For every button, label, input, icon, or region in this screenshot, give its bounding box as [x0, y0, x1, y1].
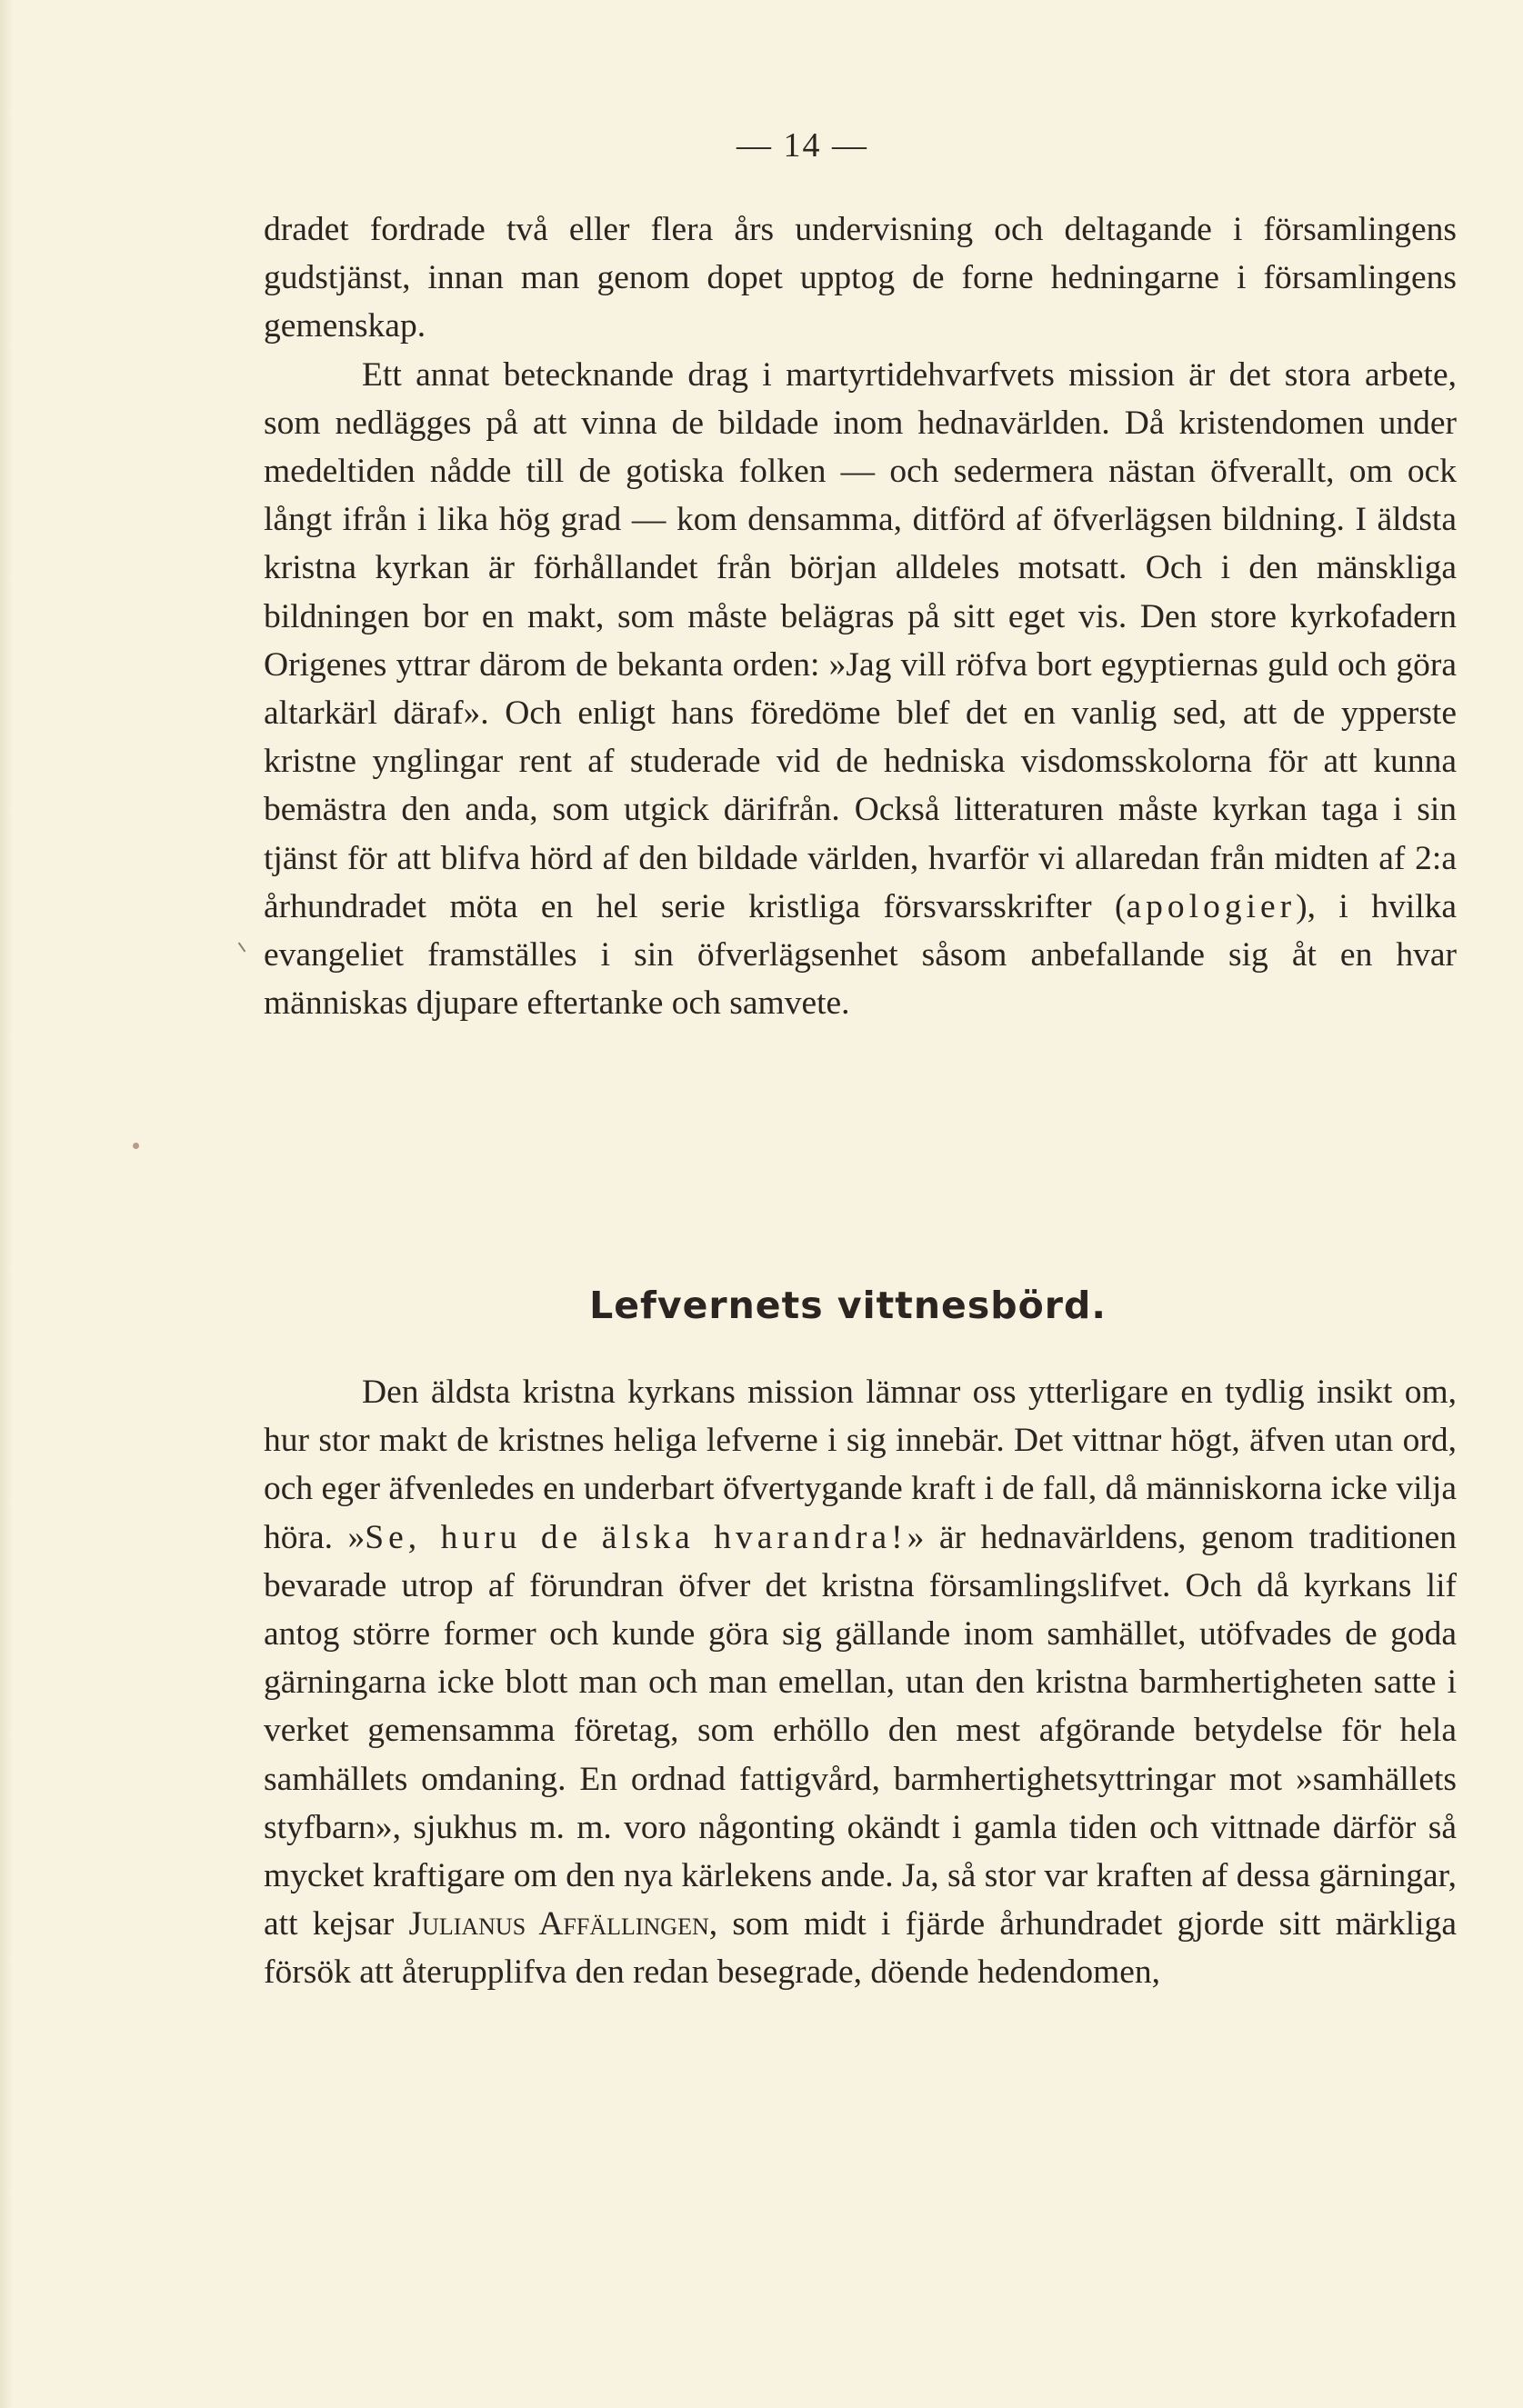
section-2-text — [264, 1368, 1457, 1997]
paragraph-text: Ett annat betecknande drag i martyrtidehvarfvets mission är det stora arbete, som nedlägges på att vinna de bildade inom hednavärlden. Då kristendomen under medeltiden nådde till de gotiska folken — och sedermera nästan öfverallt, om ock långt ifrån i lika hög grad — kom densamma, ditförd af öfverlägsen bildning. I äldsta kristna kyrkan är förhållandet från början alldeles motsatt. Och i den mänskliga bildningen bor en makt, som måste belägras på sitt eget vis. Den store kyrkofadern Origenes yttrar därom de bekanta orden: »Jag vill röfva bort egyptiernas guld och göra altarkärl däraf». Och enligt hans föredöme blef det en vanlig sed, att de ypperste kristne ynglingar rent af studerade vid de hedniska visdomsskolorna för att kunna bemästra den anda, som utgick därifrån. Också litteraturen måste kyrkan taga i sin tjänst för att blifva hörd af den bildade världen, hvarför vi allaredan från midten af 2:a århundradet möta en hel serie kristliga försvarsskrifter ( — [264, 355, 1457, 925]
emperor-name: Julianus Affällingen — [408, 1905, 709, 1943]
paragraph-testimony — [264, 1368, 1457, 1997]
section-heading: Lefvernets vittnesbörd. — [589, 1284, 1107, 1327]
page-number: — 14 — — [736, 126, 868, 165]
paper-mark — [238, 943, 246, 953]
section-1-text — [264, 205, 1457, 1027]
page-edge-shadow — [0, 0, 13, 2408]
paper-speck — [133, 1143, 139, 1149]
paragraph-text: , som midt i fjärde århundradet gjorde sitt märkliga försök att återupplifva den redan besegrade, döende hedendomen, — [264, 1905, 1457, 1992]
paragraph-text: » är hednavärldens, genom traditionen bevarade utrop af förundran öfver det kristna församlingslifvet. Och då kyrkans lif antog större former och kunde göra sig gällande inom samhället, utöfvades de goda gärningarna icke blott man och man emellan, utan den kristna barmhertigheten satte i verket gemensamma företag, som erhöllo den mest afgörande betydelse för hela samhällets omdaning. En ordnad fattigvård, barmhertighetsyttringar mot »samhällets styfbarn», sjukhus m. m. voro någonting okändt i gamla tiden och vittnade därför så mycket kraftigare om den nya kärlekens ande. Ja, så stor var kraften af dessa gärningar, att kejsar — [264, 1518, 1457, 1943]
spaced-term-apologier: apologier — [1126, 887, 1297, 925]
paragraph-text: Den äldsta kristna kyrkans mission lämnar oss ytterligare en tydlig insikt om, hur stor makt de kristnes heliga lefverne i sig innebär. Det vittnar högt, äfven utan ord, och eger äfvenledes en underbart öfvertygande kraft i de fall, då människorna icke vilja höra. » — [264, 1374, 1457, 1556]
paragraph-text: ), i hvilka evangeliet framställes i sin öfverlägsenhet såsom anbefallande sig åt en hvar människas djupare eftertanke och samvete. — [264, 887, 1458, 1023]
paragraph-continuation: dradet fordrade två eller flera års undervisning och deltagande i församlingens gudstjänst, innan man genom dopet upptog de forne hedningarne i församlingens gemenskap. — [264, 211, 1457, 345]
paragraph-martyr-mission — [264, 351, 1457, 1028]
spaced-quote: Se, huru de älska hvarandra! — [365, 1518, 907, 1556]
